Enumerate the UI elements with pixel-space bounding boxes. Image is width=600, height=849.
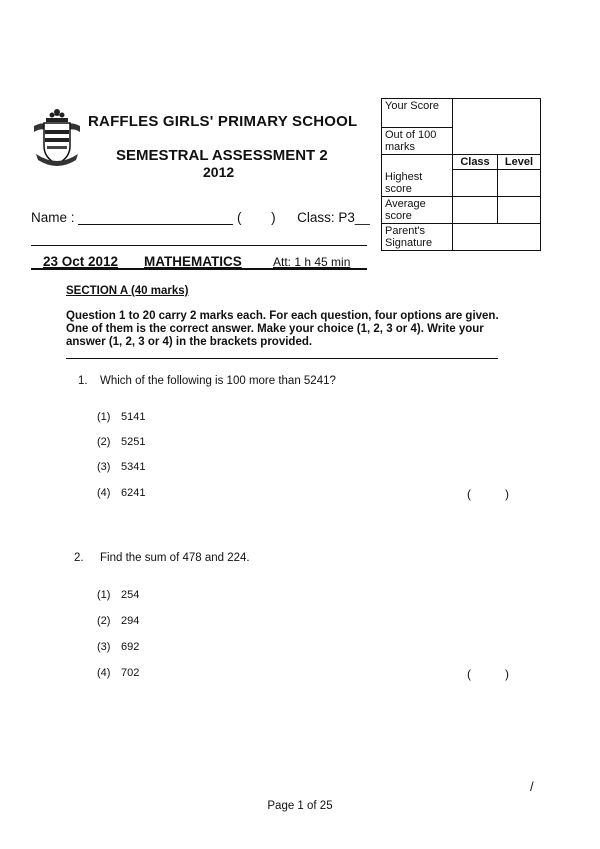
your-score-label: Your Score <box>382 99 453 128</box>
assessment-title: SEMESTRAL ASSESSMENT 2 <box>116 147 328 164</box>
out-of-label: Out of 100 marks <box>382 128 453 155</box>
question-1 <box>78 375 336 387</box>
exam-info-bar <box>31 254 367 268</box>
level-header: Level <box>498 155 541 170</box>
name-label: Name : <box>31 210 75 225</box>
question-number: 1. <box>78 375 88 387</box>
section-divider <box>66 358 498 359</box>
page-number: Page 1 of 25 <box>267 800 333 812</box>
highest-level-cell[interactable] <box>498 170 541 197</box>
score-table <box>381 98 541 251</box>
exam-subject: MATHEMATICS <box>144 254 242 269</box>
q1-option-4: (4) 6241 <box>97 487 146 499</box>
school-name: RAFFLES GIRLS' PRIMARY SCHOOL <box>88 113 358 130</box>
your-score-cell[interactable] <box>453 99 541 155</box>
school-crest-icon <box>32 108 82 170</box>
average-score-label: Average score <box>382 196 453 223</box>
name-field[interactable] <box>78 210 233 225</box>
parent-signature-cell[interactable] <box>453 223 541 250</box>
q2-option-2: (2) 294 <box>97 615 140 627</box>
question-2 <box>74 552 250 564</box>
average-class-cell[interactable] <box>453 196 498 223</box>
q1-answer-bracket[interactable]: ( ) <box>467 487 509 501</box>
header-divider-bottom <box>31 268 367 270</box>
average-level-cell[interactable] <box>498 196 541 223</box>
question-text: Find the sum of 478 and 224. <box>100 552 250 564</box>
section-title: SECTION A (40 marks) <box>66 285 189 297</box>
q2-answer-bracket[interactable]: ( ) <box>467 667 509 681</box>
header-divider-top <box>31 245 367 246</box>
assessment-year: 2012 <box>203 164 235 180</box>
highest-score-label: Highest score <box>382 170 453 197</box>
section-instructions: Question 1 to 20 carry 2 marks each. For each question, four options are given. One of them is the correct answer. Make your choice (1, 2, 3 or 4). Write your answer (1, 2, 3 or 4) in the brackets provided. <box>66 310 499 348</box>
exam-time: Att: 1 h 45 min <box>273 255 351 269</box>
class-field[interactable]: __ <box>354 210 370 225</box>
q2-option-1: (1) 254 <box>97 589 140 601</box>
q1-option-2: (2) 5251 <box>97 436 146 448</box>
class-header: Class <box>453 155 498 170</box>
q1-option-1: (1) 5141 <box>97 411 146 423</box>
index-bracket-close: ) <box>271 210 276 225</box>
q2-option-3: (3) 692 <box>97 641 140 653</box>
highest-class-cell[interactable] <box>453 170 498 197</box>
exam-date: 23 Oct 2012 <box>43 254 119 269</box>
q1-option-3: (3) 5341 <box>97 461 146 473</box>
corner-mark: / <box>530 779 534 794</box>
name-row <box>31 210 370 225</box>
question-number: 2. <box>74 552 84 564</box>
question-text: Which of the following is 100 more than 5241? <box>100 375 336 387</box>
class-label: Class: P3 <box>297 210 355 225</box>
parent-signature-label: Parent's Signature <box>382 223 453 250</box>
q2-option-4: (4) 702 <box>97 667 140 679</box>
index-bracket-open: ( <box>237 210 242 225</box>
